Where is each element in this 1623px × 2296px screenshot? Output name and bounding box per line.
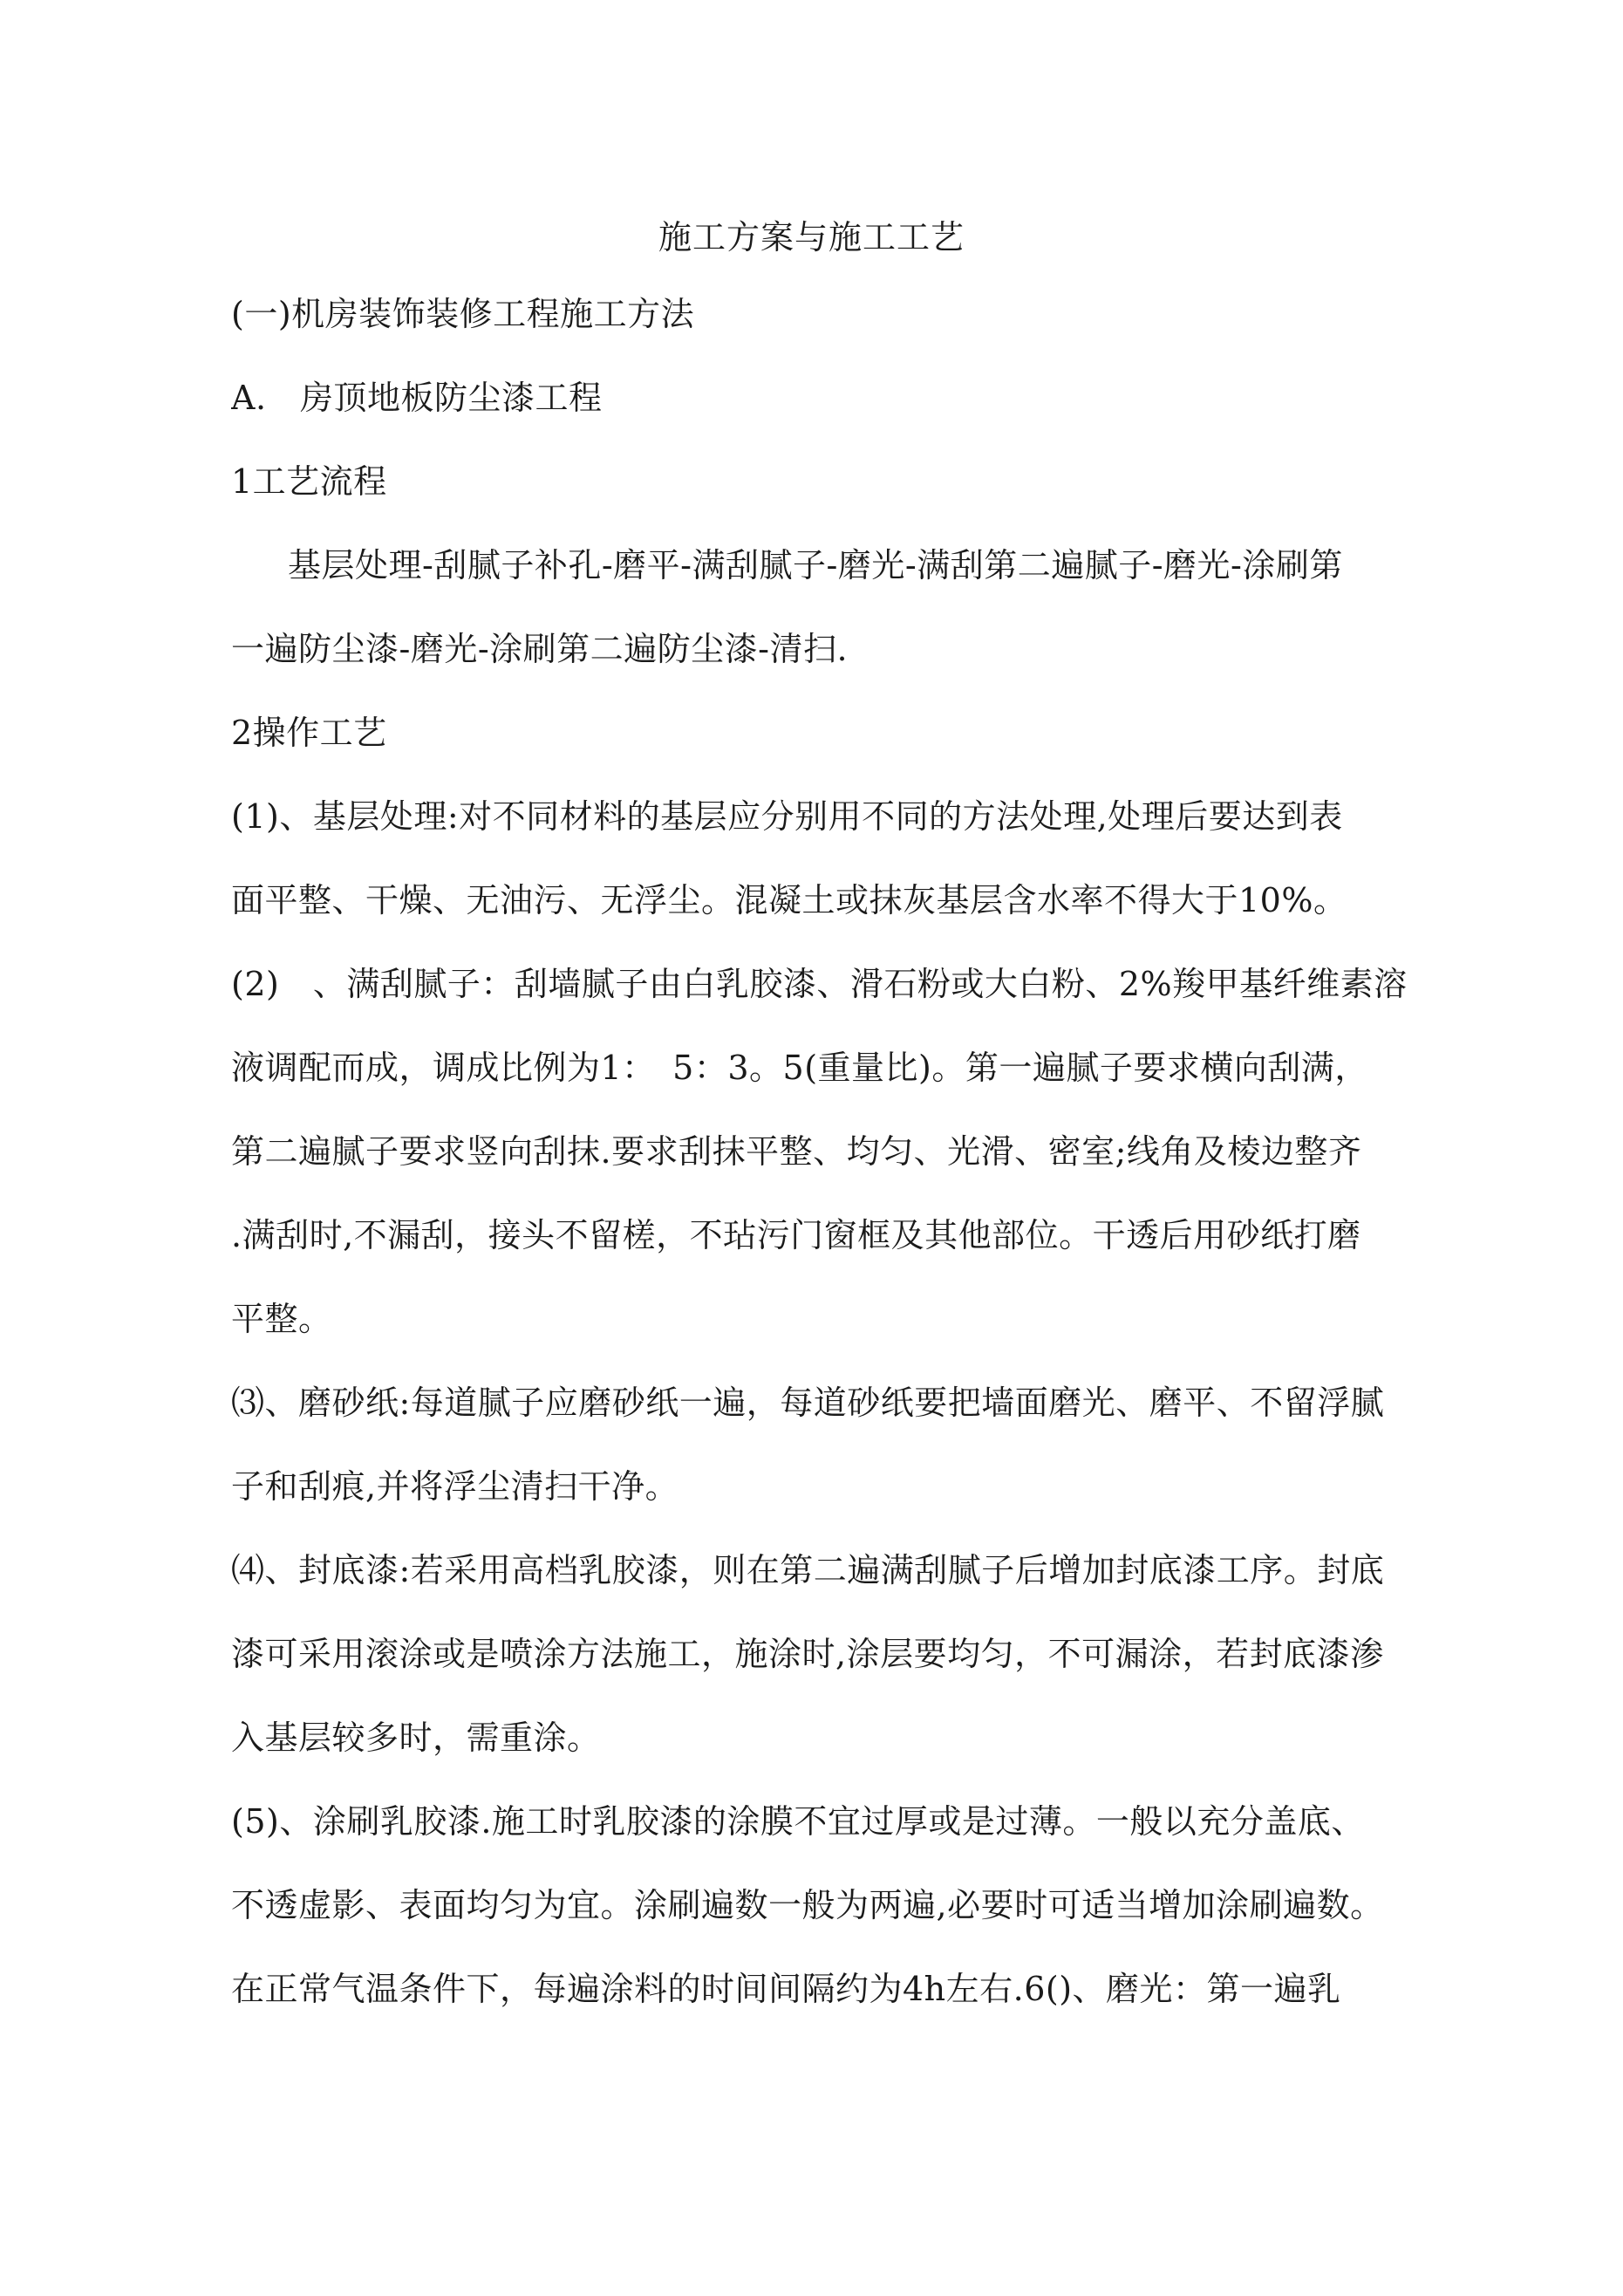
paragraph-line: 子和刮痕,并将浮尘清扫干净。	[231, 1467, 679, 1506]
paragraph-line: 平整。	[231, 1300, 332, 1338]
paragraph-line: .满刮时,不漏刮，接头不留槎，不玷污门窗框及其他部位。干透后用砂纸打磨	[231, 1216, 1361, 1254]
paragraph-line: 不透虚影、表面均匀为宜。涂刷遍数一般为两遍,必要时可适当增加涂刷遍数。	[231, 1886, 1384, 1924]
item-heading: 2操作工艺	[231, 714, 387, 752]
paragraph-line: (1)、基层处理:对不同材料的基层应分别用不同的方法处理,处理后要达到表	[231, 797, 1343, 836]
paragraph-line: ⑶、磨砂纸:每道腻子应磨砂纸一遍，每道砂纸要把墙面磨光、磨平、不留浮腻	[231, 1384, 1385, 1422]
paragraph-line: ⑷、封底漆:若采用高档乳胶漆，则在第二遍满刮腻子后增加封底漆工序。封底	[231, 1551, 1385, 1589]
paragraph-line: (5)、涂刷乳胶漆.施工时乳胶漆的涂膜不宜过厚或是过薄。一般以充分盖底、	[231, 1802, 1365, 1841]
section-heading: (一)机房装饰装修工程施工方法	[231, 295, 695, 333]
paragraph-line: 入基层较多时，需重涂。	[231, 1719, 601, 1757]
paragraph-line: 一遍防尘漆-磨光-涂刷第二遍防尘漆-清扫.	[231, 630, 849, 668]
paragraph-line: 漆可采用滚涂或是喷涂方法施工，施涂时,涂层要均匀，不可漏涂，若封底漆渗	[231, 1635, 1384, 1673]
paragraph-line: (2) 、满刮腻子：刮墙腻子由白乳胶漆、滑石粉或大白粉、2%羧甲基纤维素溶	[231, 965, 1408, 1003]
paragraph-line: 液调配而成，调成比例为1： 5：3。5(重量比)。第一遍腻子要求横向刮满，	[231, 1049, 1368, 1087]
paragraph-line: 面平整、干燥、无油污、无浮尘。混凝土或抹灰基层含水率不得大于10%。	[231, 881, 1347, 919]
item-heading: 1工艺流程	[231, 462, 387, 501]
document-title: 施工方案与施工工艺	[658, 218, 965, 256]
subsection-heading: A. 房顶地板防尘漆工程	[231, 379, 603, 417]
paragraph-line: 在正常气温条件下，每遍涂料的时间间隔约为4h左右.6()、磨光：第一遍乳	[231, 1970, 1341, 2008]
paragraph-line: 基层处理-刮腻子补孔-磨平-满刮腻子-磨光-满刮第二遍腻子-磨光-涂刷第	[288, 546, 1343, 584]
paragraph-line: 第二遍腻子要求竖向刮抹.要求刮抹平整、均匀、光滑、密室;线角及棱边整齐	[231, 1132, 1362, 1171]
